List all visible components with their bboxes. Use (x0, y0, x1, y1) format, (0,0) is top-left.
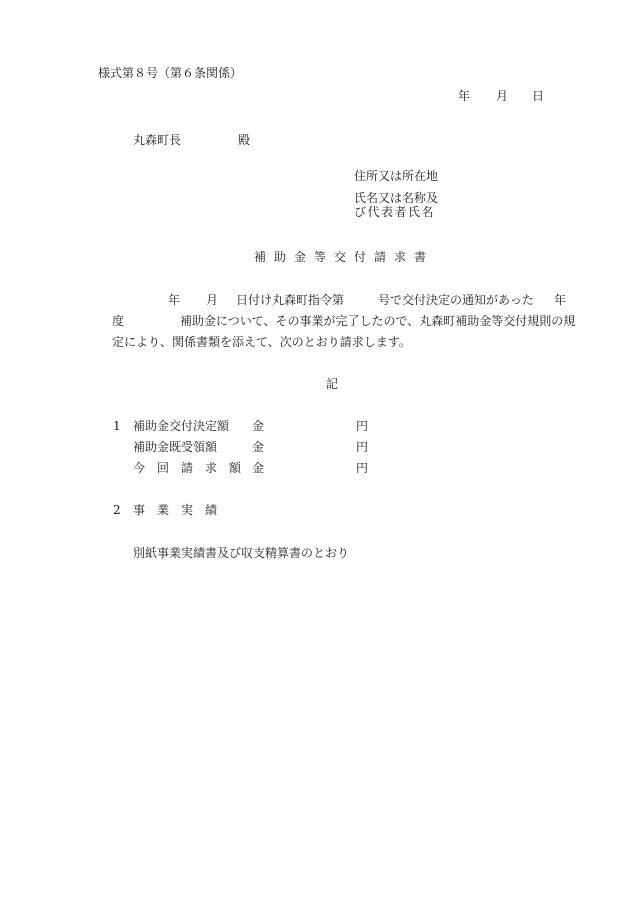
amount-row-kin: 金 (252, 419, 265, 433)
date-month: 月 (496, 89, 509, 103)
amount-row-yen: 円 (356, 440, 369, 454)
body-line2-text: 補助金について、その事業が完了したので、丸森町補助金等交付規則の規 (180, 314, 576, 328)
ki-label: 記 (326, 377, 339, 391)
body-line2-start: 度 (112, 314, 125, 328)
amount-row-kin: 金 (252, 440, 265, 454)
addressee-honorific: 殿 (238, 133, 251, 147)
amount-row-yen: 円 (356, 461, 369, 475)
document-title: 補助金等交付請求書 (254, 250, 435, 264)
amount-row-label: 今 回 請 求 額 (133, 461, 242, 475)
body-year: 年 (168, 293, 181, 307)
date-day: 日 (532, 89, 545, 103)
addressee-name: 丸森町長 (133, 133, 182, 147)
date-year: 年 (458, 89, 471, 103)
body-line3-text: 定により、関係書類を添えて、次のとおり請求します。 (112, 335, 411, 349)
amount-row-kin: 金 (252, 461, 265, 475)
section-2-number: 2 (113, 503, 121, 517)
body-year2: 年 (554, 293, 567, 307)
address-label: 住所又は所在地 (354, 169, 439, 183)
amount-row-yen: 円 (356, 419, 369, 433)
name-label-1: 氏名又は名称及 (354, 191, 439, 205)
body-line1-text: 日付け丸森町指令第 (236, 293, 345, 307)
name-label-2: び代表者氏名 (354, 205, 436, 219)
form-label: 様式第８号（第６条関係） (98, 66, 243, 80)
amount-row-label: 補助金交付決定額 (133, 419, 230, 433)
body-line1-text2: 号で交付決定の通知があった (378, 293, 534, 307)
amount-row-label: 補助金既受領額 (133, 440, 218, 454)
section-1-number: 1 (113, 419, 121, 433)
body-month: 月 (206, 293, 219, 307)
section-2-heading: 事 業 実 績 (133, 503, 218, 517)
section-2-content: 別紙事業実績書及び収支精算書のとおり (133, 546, 350, 560)
